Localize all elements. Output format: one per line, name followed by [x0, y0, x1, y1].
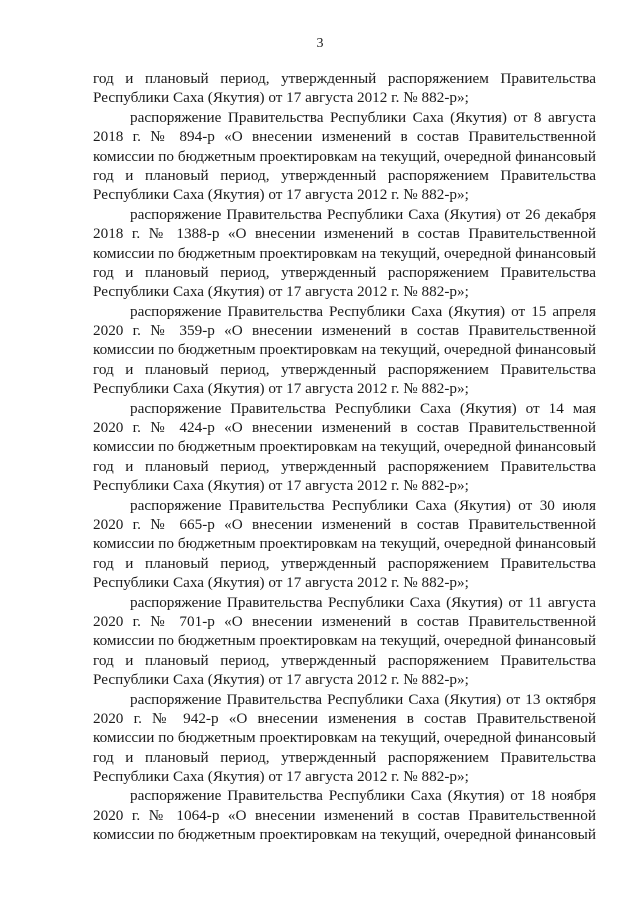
- text-line: год и плановый период, утвержденный распоряжением Правительства: [93, 360, 596, 378]
- document-body: [93, 69, 596, 845]
- text-line: год и плановый период, утвержденный распоряжением Правительства: [93, 457, 596, 475]
- text-line: Республики Саха (Якутия) от 17 августа 2012 г. № 882-р»;: [93, 477, 469, 495]
- text-line: комиссии по бюджетным проектировкам на текущий, очередной финансовый: [93, 826, 596, 844]
- text-line: 2020 г. № 665-р «О внесении изменений в состав Правительственной: [93, 515, 596, 533]
- text-line: распоряжение Правительства Республики Саха (Якутия) от 30 июля: [130, 496, 596, 514]
- text-line: комиссии по бюджетным проектировкам на текущий, очередной финансовый: [93, 147, 596, 165]
- text-line: 2020 г. № 701-р «О внесении изменений в состав Правительственной: [93, 612, 596, 630]
- text-line: комиссии по бюджетным проектировкам на текущий, очередной финансовый: [93, 535, 596, 553]
- text-line: распоряжение Правительства Республики Саха (Якутия) от 13 октября: [130, 690, 596, 708]
- text-line: Республики Саха (Якутия) от 17 августа 2012 г. № 882-р»;: [93, 574, 469, 592]
- text-line: распоряжение Правительства Республики Саха (Якутия) от 14 мая: [130, 399, 596, 417]
- text-line: распоряжение Правительства Республики Саха (Якутия) от 15 апреля: [130, 302, 596, 320]
- text-line: Республики Саха (Якутия) от 17 августа 2012 г. № 882-р»;: [93, 768, 469, 786]
- text-line: 2018 г. № 1388-р «О внесении изменений в состав Правительственной: [93, 225, 596, 243]
- text-line: год и плановый период, утвержденный распоряжением Правительства: [93, 651, 596, 669]
- text-line: комиссии по бюджетным проектировкам на текущий, очередной финансовый: [93, 244, 596, 262]
- text-line: Республики Саха (Якутия) от 17 августа 2012 г. № 882-р»;: [93, 89, 469, 107]
- text-line: Республики Саха (Якутия) от 17 августа 2012 г. № 882-р»;: [93, 671, 469, 689]
- text-line: комиссии по бюджетным проектировкам на текущий, очередной финансовый: [93, 438, 596, 456]
- text-line: 2020 г. № 359-р «О внесении изменений в состав Правительственной: [93, 322, 596, 340]
- text-line: год и плановый период, утвержденный распоряжением Правительства: [93, 166, 596, 184]
- text-line: 2020 г. № 424-р «О внесении изменений в состав Правительственной: [93, 419, 596, 437]
- text-line: распоряжение Правительства Республики Саха (Якутия) от 11 августа: [130, 593, 596, 611]
- text-line: год и плановый период, утвержденный распоряжением Правительства: [93, 748, 596, 766]
- text-line: распоряжение Правительства Республики Саха (Якутия) от 18 ноября: [130, 787, 596, 805]
- page-number: 3: [316, 36, 324, 51]
- text-line: распоряжение Правительства Республики Саха (Якутия) от 26 декабря: [130, 205, 596, 223]
- text-line: комиссии по бюджетным проектировкам на текущий, очередной финансовый: [93, 341, 596, 359]
- text-line: 2020 г. № 1064-р «О внесении изменений в состав Правительственной: [93, 806, 596, 824]
- text-line: распоряжение Правительства Республики Саха (Якутия) от 8 августа: [130, 108, 596, 126]
- text-line: 2018 г. № 894-р «О внесении изменений в состав Правительственной: [93, 128, 596, 146]
- text-line: комиссии по бюджетным проектировкам на текущий, очередной финансовый: [93, 632, 596, 650]
- text-line: год и плановый период, утвержденный распоряжением Правительства: [93, 263, 596, 281]
- text-line: 2020 г. № 942-р «О внесении изменения в состав Правительственой: [93, 709, 596, 727]
- text-line: Республики Саха (Якутия) от 17 августа 2012 г. № 882-р»;: [93, 380, 469, 398]
- text-line: год и плановый период, утвержденный распоряжением Правительства: [93, 554, 596, 572]
- text-line: год и плановый период, утвержденный распоряжением Правительства: [93, 70, 596, 87]
- text-line: Республики Саха (Якутия) от 17 августа 2012 г. № 882-р»;: [93, 186, 469, 204]
- text-line: Республики Саха (Якутия) от 17 августа 2012 г. № 882-р»;: [93, 283, 469, 301]
- text-line: комиссии по бюджетным проектировкам на текущий, очередной финансовый: [93, 729, 596, 747]
